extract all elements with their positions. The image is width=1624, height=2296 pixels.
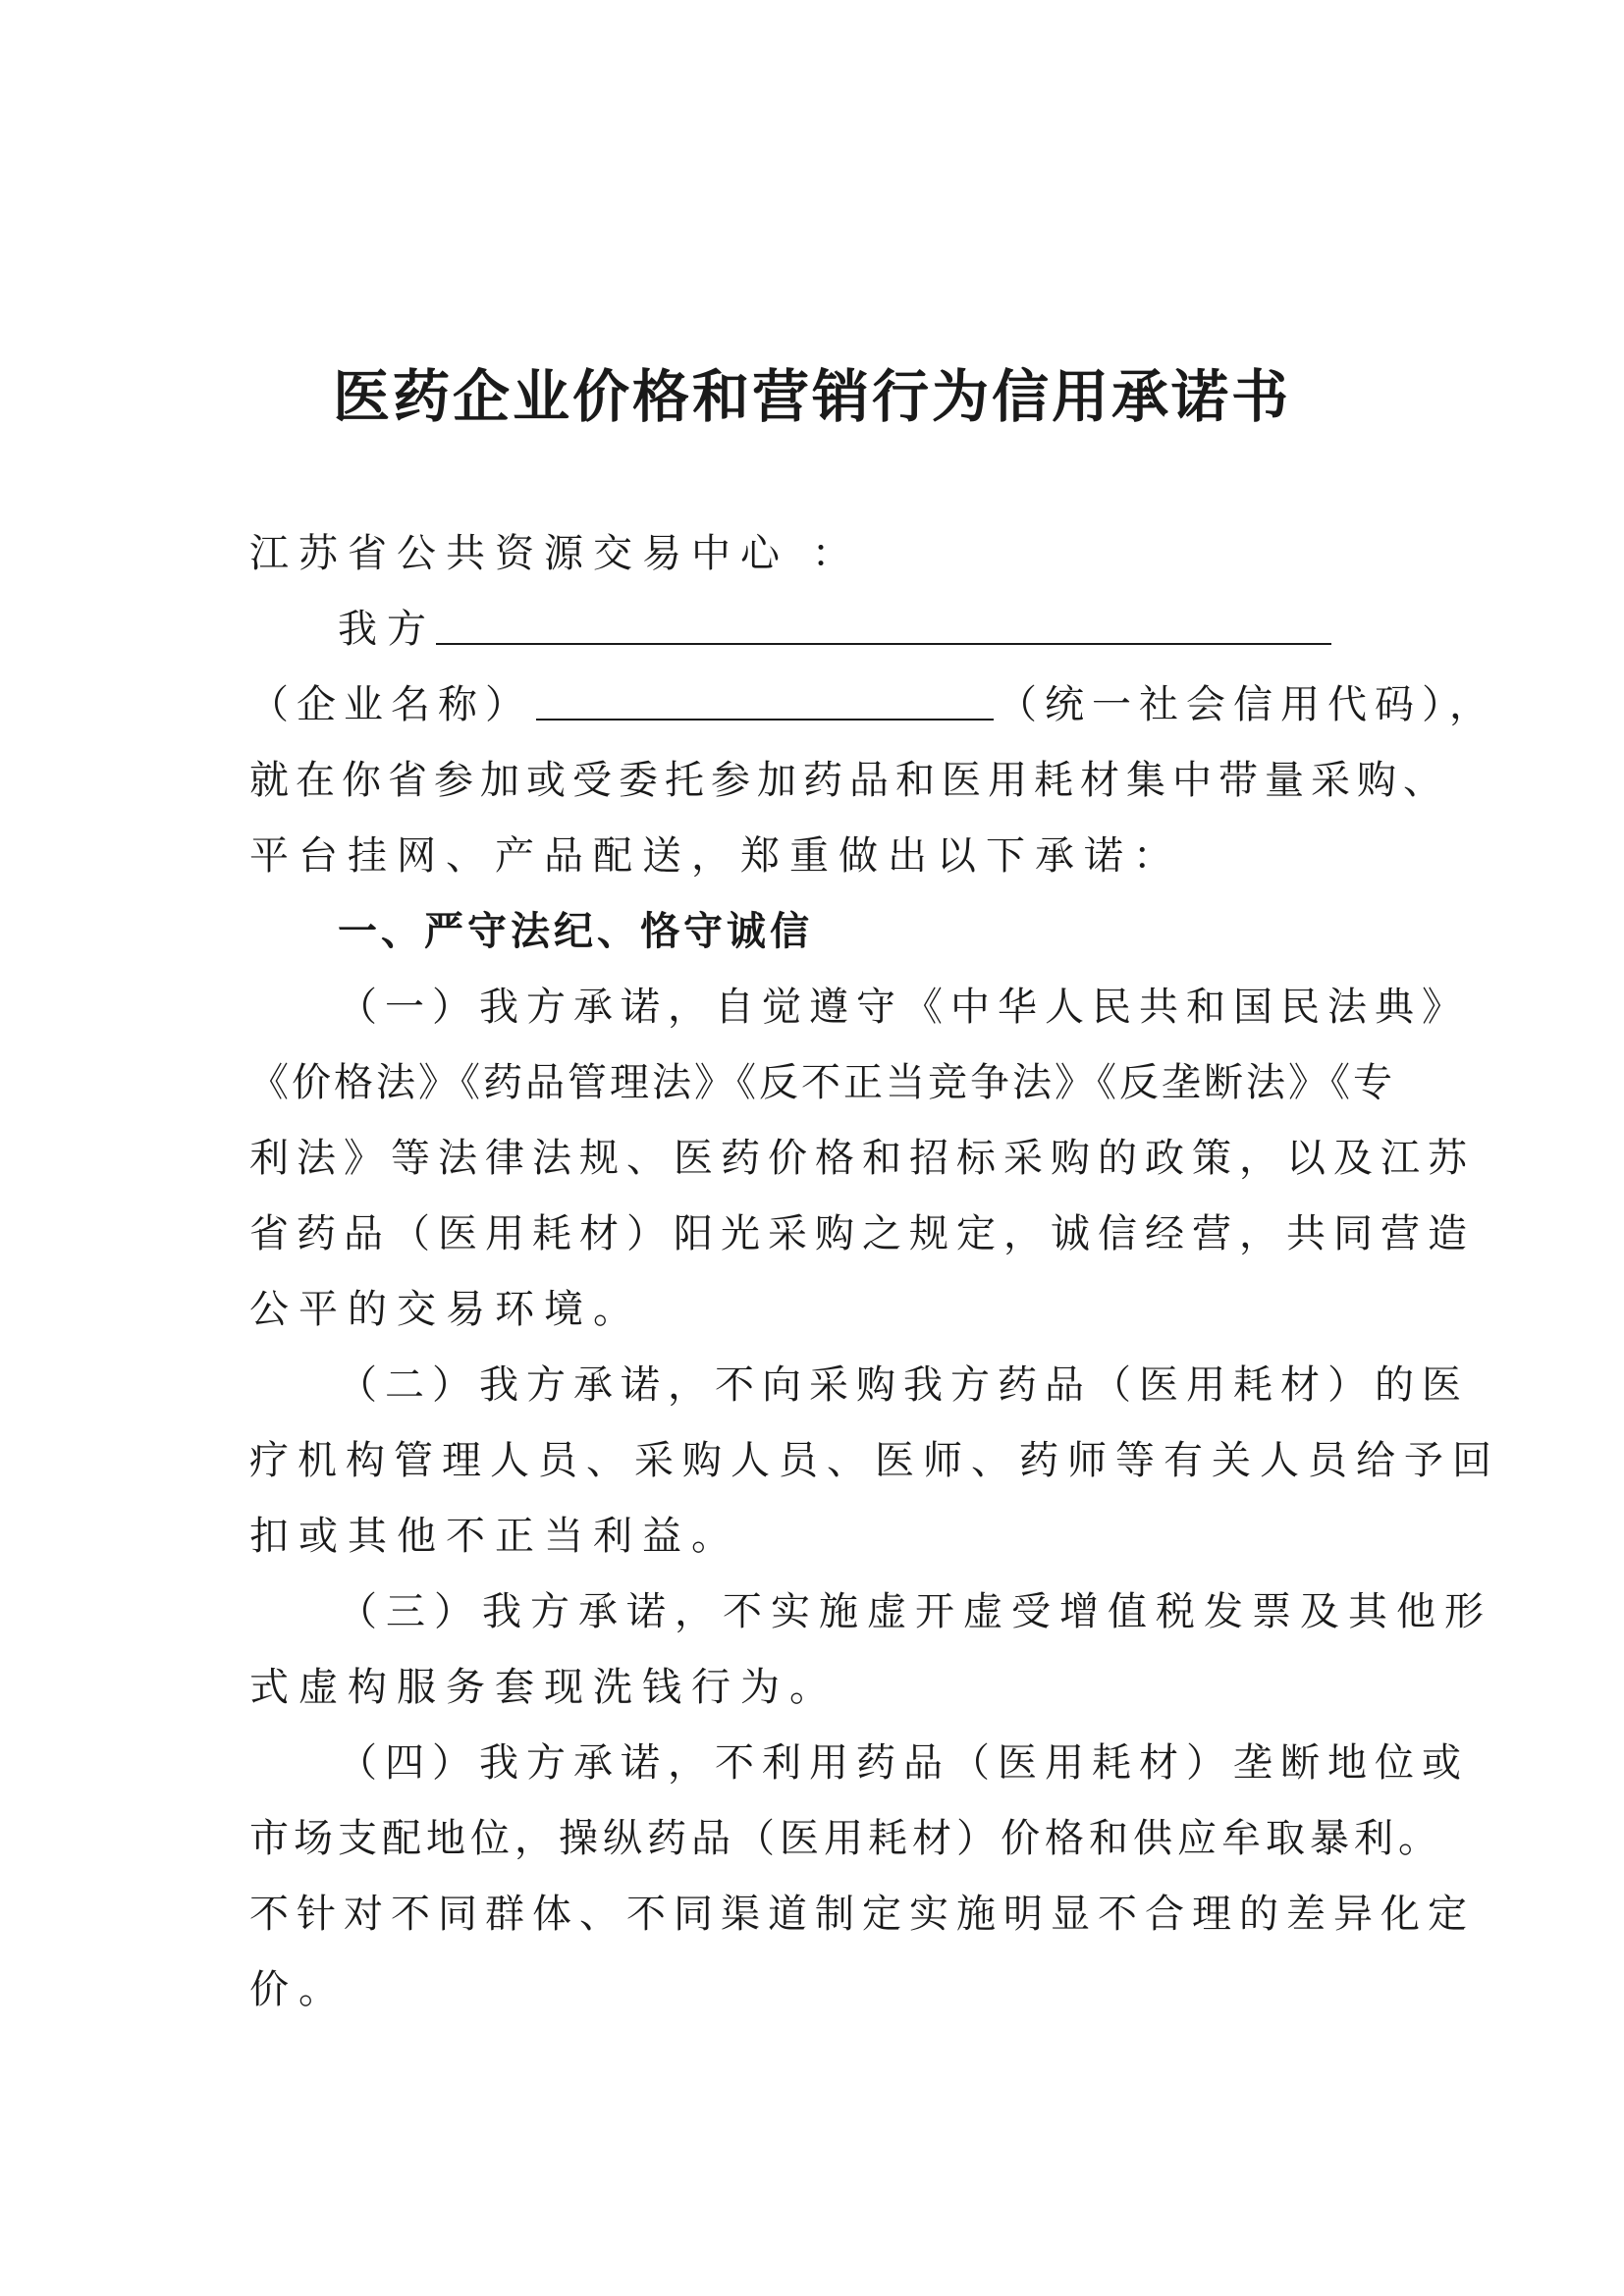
credit-code-label: （统一社会信用代码）， xyxy=(998,682,1496,727)
p2-line-3: 扣或其他不正当利益。 xyxy=(249,1514,740,1559)
p4-line-4: 价。 xyxy=(249,1967,348,2012)
intro-line-1: 就在你省参加或受委托参加药品和医用耗材集中带量采购、 xyxy=(249,758,1449,803)
p4-line-1: （四）我方承诺，不利用药品（医用耗材）垄断地位或 xyxy=(338,1740,1469,1786)
company-name-blank[interactable] xyxy=(436,592,1331,645)
intro-line-2: 平台挂网、产品配送，郑重做出以下承诺： xyxy=(249,833,1182,879)
company-code-line xyxy=(249,667,1496,742)
section-1-heading: 一、严守法纪、恪守诚信 xyxy=(338,909,813,954)
p1-line-3: 利法》等法律法规、医药价格和招标采购的政策，以及江苏 xyxy=(249,1136,1475,1181)
p2-line-2: 疗机构管理人员、采购人员、医师、药师等有关人员给予回 xyxy=(249,1438,1500,1483)
document-title: 医药企业价格和营销行为信用承诺书 xyxy=(332,363,1291,430)
p4-line-2: 市场支配地位，操纵药品（医用耗材）价格和供应牟取暴利。 xyxy=(249,1816,1442,1861)
credit-code-blank[interactable] xyxy=(536,667,994,721)
recipient-line: 江苏省公共资源交易中心 ： xyxy=(249,531,861,576)
p1-line-4: 省药品（医用耗材）阳光采购之规定，诚信经营，共同营造 xyxy=(249,1211,1475,1256)
party-line xyxy=(338,592,1388,667)
company-name-label: （企业名称） xyxy=(249,682,532,727)
p3-line-1: （三）我方承诺，不实施虚开虚受增值税发票及其他形 xyxy=(338,1589,1492,1634)
we-party-label: 我方 xyxy=(338,607,436,652)
p4-line-3: 不针对不同群体、不同渠道制定实施明显不合理的差异化定 xyxy=(249,1892,1475,1937)
p2-line-1: （二）我方承诺，不向采购我方药品（医用耗材）的医 xyxy=(338,1362,1469,1408)
p3-line-2: 式虚构服务套现洗钱行为。 xyxy=(249,1665,839,1710)
p1-line-1: （一）我方承诺，自觉遵守《中华人民共和国民法典》 xyxy=(338,985,1469,1030)
p1-line-2: 《价格法》《药品管理法》《反不正当竞争法》《反垄断法》《专 xyxy=(249,1060,1395,1105)
p1-line-5: 公平的交易环境。 xyxy=(249,1287,642,1332)
